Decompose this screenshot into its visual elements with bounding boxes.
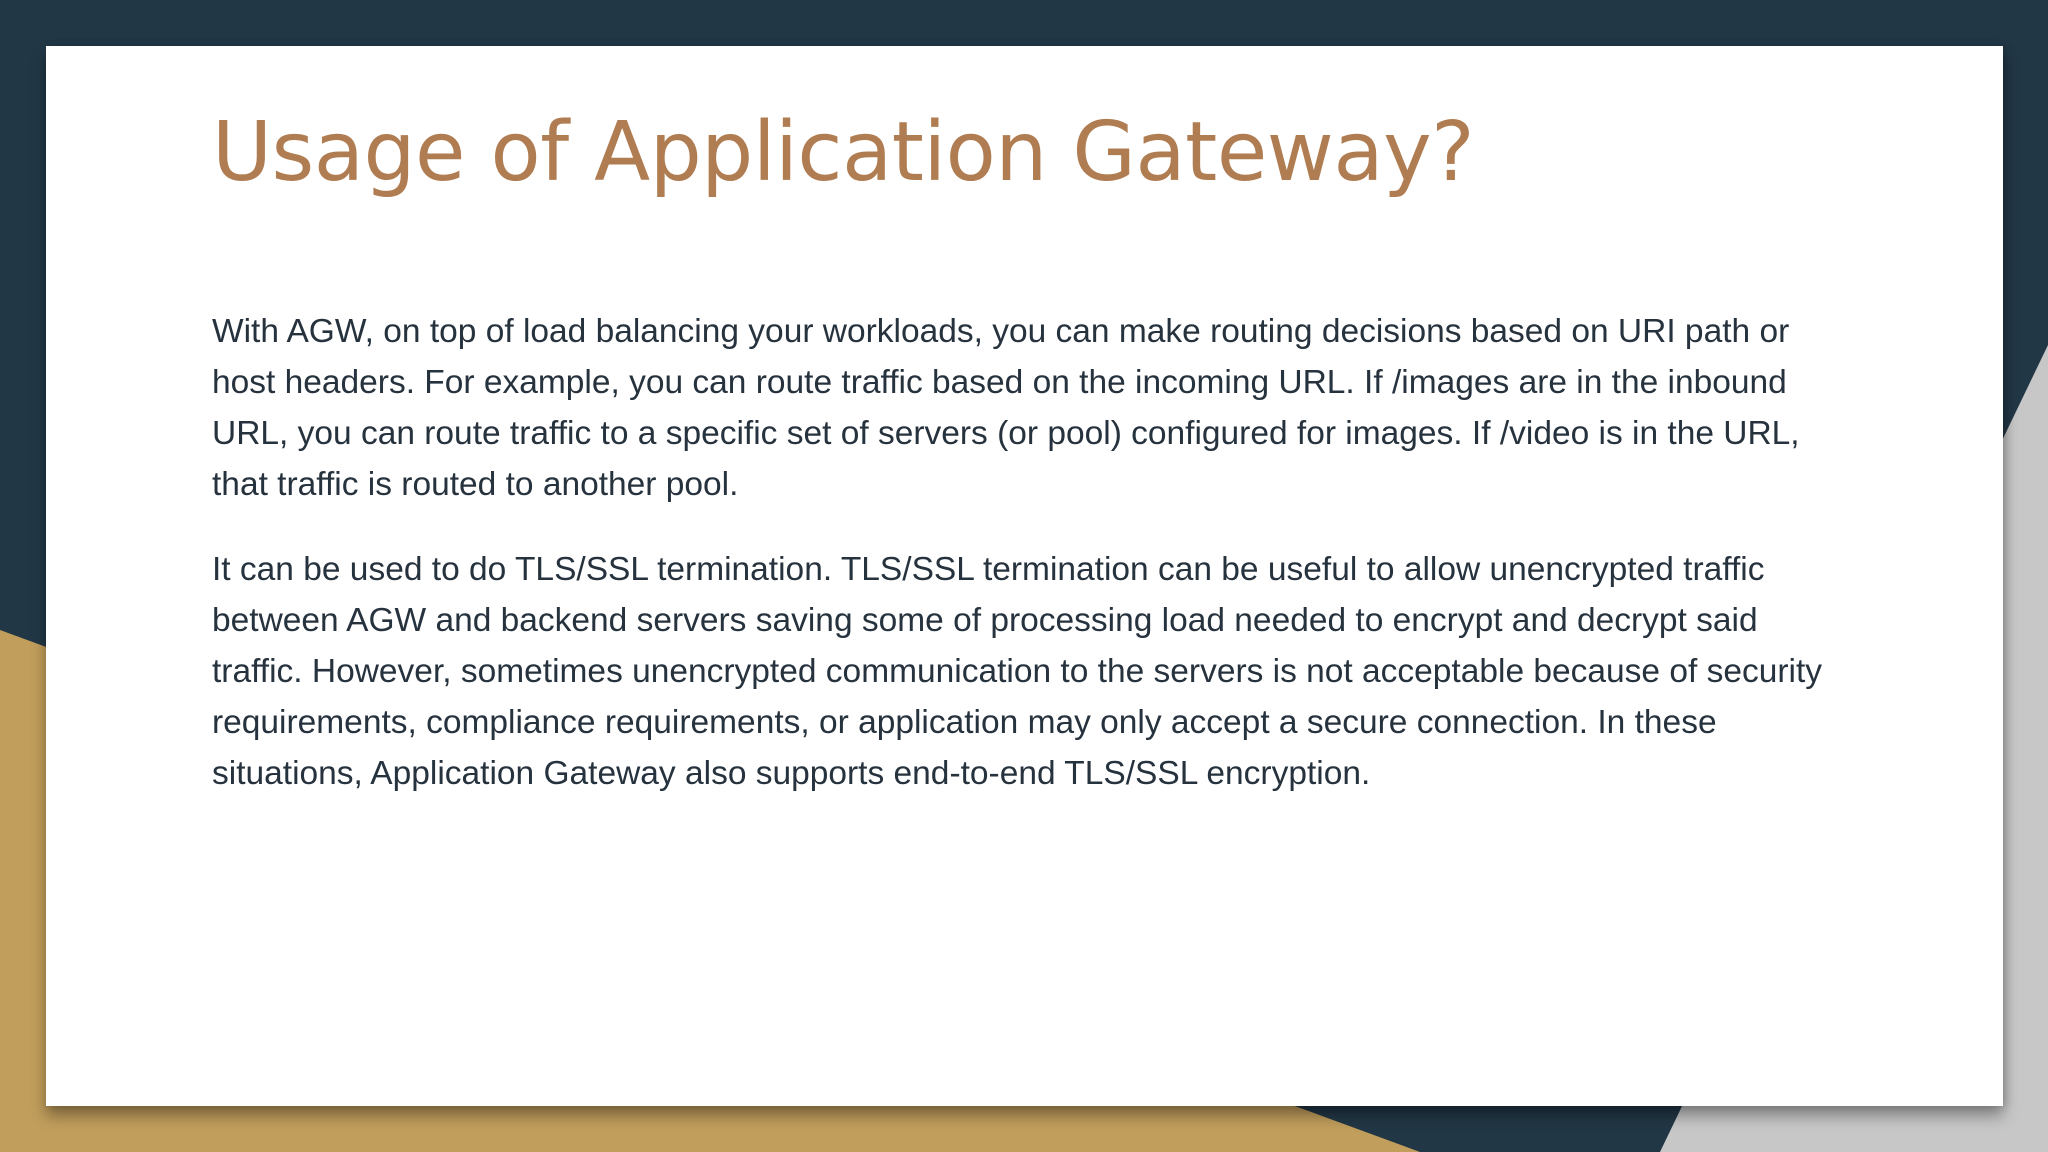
paragraph-tls-termination: It can be used to do TLS/SSL termination. TLS/SSL termination can be useful to allow unencrypted traffic between AGW and backend servers saving some of processing load needed to encrypt and decrypt said traffic. However, sometimes unencrypted communication to the servers is not acceptable because of security requirements, compliance requirements, or application may only accept a secure connection. In these situations, Application Gateway also supports end-to-end TLS/SSL encryption. [212,551,1823,792]
slide-body [212,306,1852,833]
paragraph-routing: With AGW, on top of load balancing your workloads, you can make routing decisions based on URI path or host headers. For example, you can route traffic based on the incoming URL. If /images are in the inbound URL, you can route traffic to a specific set of servers (or pool) configured for images. If /video is in the URL, that traffic is routed to another pool. [212,313,1800,503]
slide-title: Usage of Application Gateway? [212,105,1475,200]
